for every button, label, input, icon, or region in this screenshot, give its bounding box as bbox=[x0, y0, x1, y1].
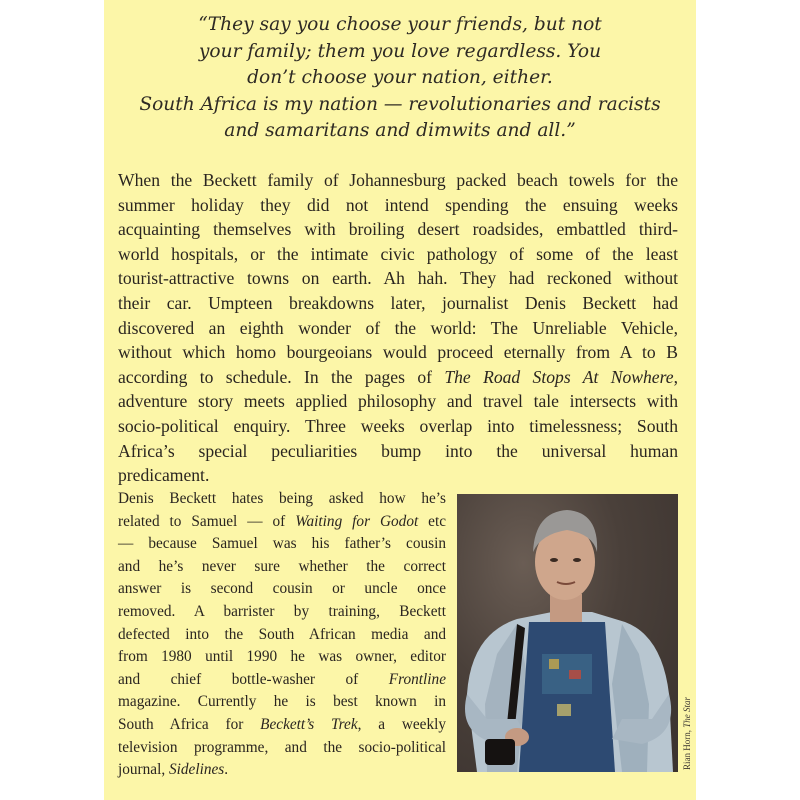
blurb-line-start: according to schedule. In the pages of bbox=[118, 366, 445, 387]
bio-line: answer is second cousin or uncle once bbox=[118, 580, 446, 598]
bio-line: — because Samuel was his father’s cousin bbox=[118, 535, 446, 553]
bio-text: journal, bbox=[118, 761, 169, 779]
bio-text: related to Samuel — of bbox=[118, 512, 296, 530]
bio-text: South Africa for bbox=[118, 715, 261, 733]
blurb-line: predicament. bbox=[118, 465, 210, 486]
photo-credit bbox=[682, 690, 696, 770]
blurb-line: socio-political enquiry. Three weeks overlap into timelessness; South bbox=[118, 415, 678, 436]
blurb-line: tourist-attractive towns on earth. Ah hah. They had reckoned without bbox=[118, 268, 678, 289]
quote-line: your family; them you love regardless. You bbox=[198, 40, 602, 62]
bio-text: and chief bottle-washer of bbox=[118, 670, 389, 688]
journal-title: Sidelines bbox=[168, 761, 225, 779]
author-bio bbox=[118, 488, 446, 782]
blurb-line: acquainting themselves with broiling desert roadsides, embattled third- bbox=[118, 219, 678, 240]
blurb-line: discovered an eighth wonder of the world: The Unreliable Vehicle, bbox=[118, 317, 678, 338]
blurb-line: When the Beckett family of Johannesburg packed beach towels for the bbox=[118, 170, 678, 190]
play-title: Waiting for Godot bbox=[295, 512, 419, 530]
bio-line bbox=[118, 759, 446, 782]
bio-line: magazine. Currently he is best known in bbox=[118, 693, 446, 711]
bio-line: Denis Beckett hates being asked how he’s bbox=[118, 490, 446, 507]
quote-line: don’t choose your nation, either. bbox=[247, 67, 553, 88]
bio-line: defected into the South African media and bbox=[118, 625, 446, 643]
book-title: The Road Stops At Nowhere bbox=[444, 366, 674, 387]
blurb-line: without which homo bourgeoians would proceed eternally from A to B bbox=[118, 342, 678, 363]
book-blurb bbox=[118, 168, 678, 488]
quote-line: South Africa is my nation — revolutionaries and racists bbox=[139, 93, 661, 115]
blurb-title-punct: , bbox=[673, 366, 678, 387]
bio-line bbox=[118, 511, 446, 534]
photo-credit-name: Rian Horn, bbox=[682, 727, 692, 770]
tv-show-title: Beckett’s Trek bbox=[260, 715, 358, 733]
blurb-line: adventure story meets applied philosophy and travel tale intersects with bbox=[118, 391, 678, 412]
bio-line: from 1980 until 1990 he was owner, editor bbox=[118, 648, 446, 666]
author-portrait-illustration bbox=[457, 494, 678, 772]
bio-line: removed. A barrister by training, Beckett bbox=[118, 602, 446, 620]
blurb-line-with-title bbox=[118, 365, 678, 390]
bio-line: television programme, and the socio-political bbox=[118, 738, 446, 756]
blurb-line: world hospitals, or the intimate civic pathology of some of the least bbox=[118, 243, 678, 264]
photo-credit-publication: The Star bbox=[682, 696, 692, 728]
blurb-line: summer holiday they did not intend spending the ensuing weeks bbox=[118, 194, 678, 215]
bio-line bbox=[118, 714, 446, 737]
bio-text: . bbox=[224, 761, 229, 779]
quote-line: “They say you choose your friends, but not bbox=[198, 14, 602, 35]
bio-text: etc bbox=[418, 512, 446, 530]
blurb-line: Africa’s special peculiarities bump into the universal human bbox=[118, 440, 678, 461]
quote-line: and samaritans and dimwits and all.” bbox=[224, 120, 576, 141]
bio-line: and he’s never sure whether the correct bbox=[118, 557, 446, 575]
blurb-line: their car. Umpteen breakdowns later, journalist Denis Beckett had bbox=[118, 292, 678, 313]
bio-line bbox=[118, 669, 446, 692]
magazine-title: Frontline bbox=[388, 670, 446, 688]
author-photo bbox=[457, 494, 678, 772]
bio-text: , a weekly bbox=[357, 715, 447, 733]
epigraph-quote bbox=[128, 12, 672, 145]
